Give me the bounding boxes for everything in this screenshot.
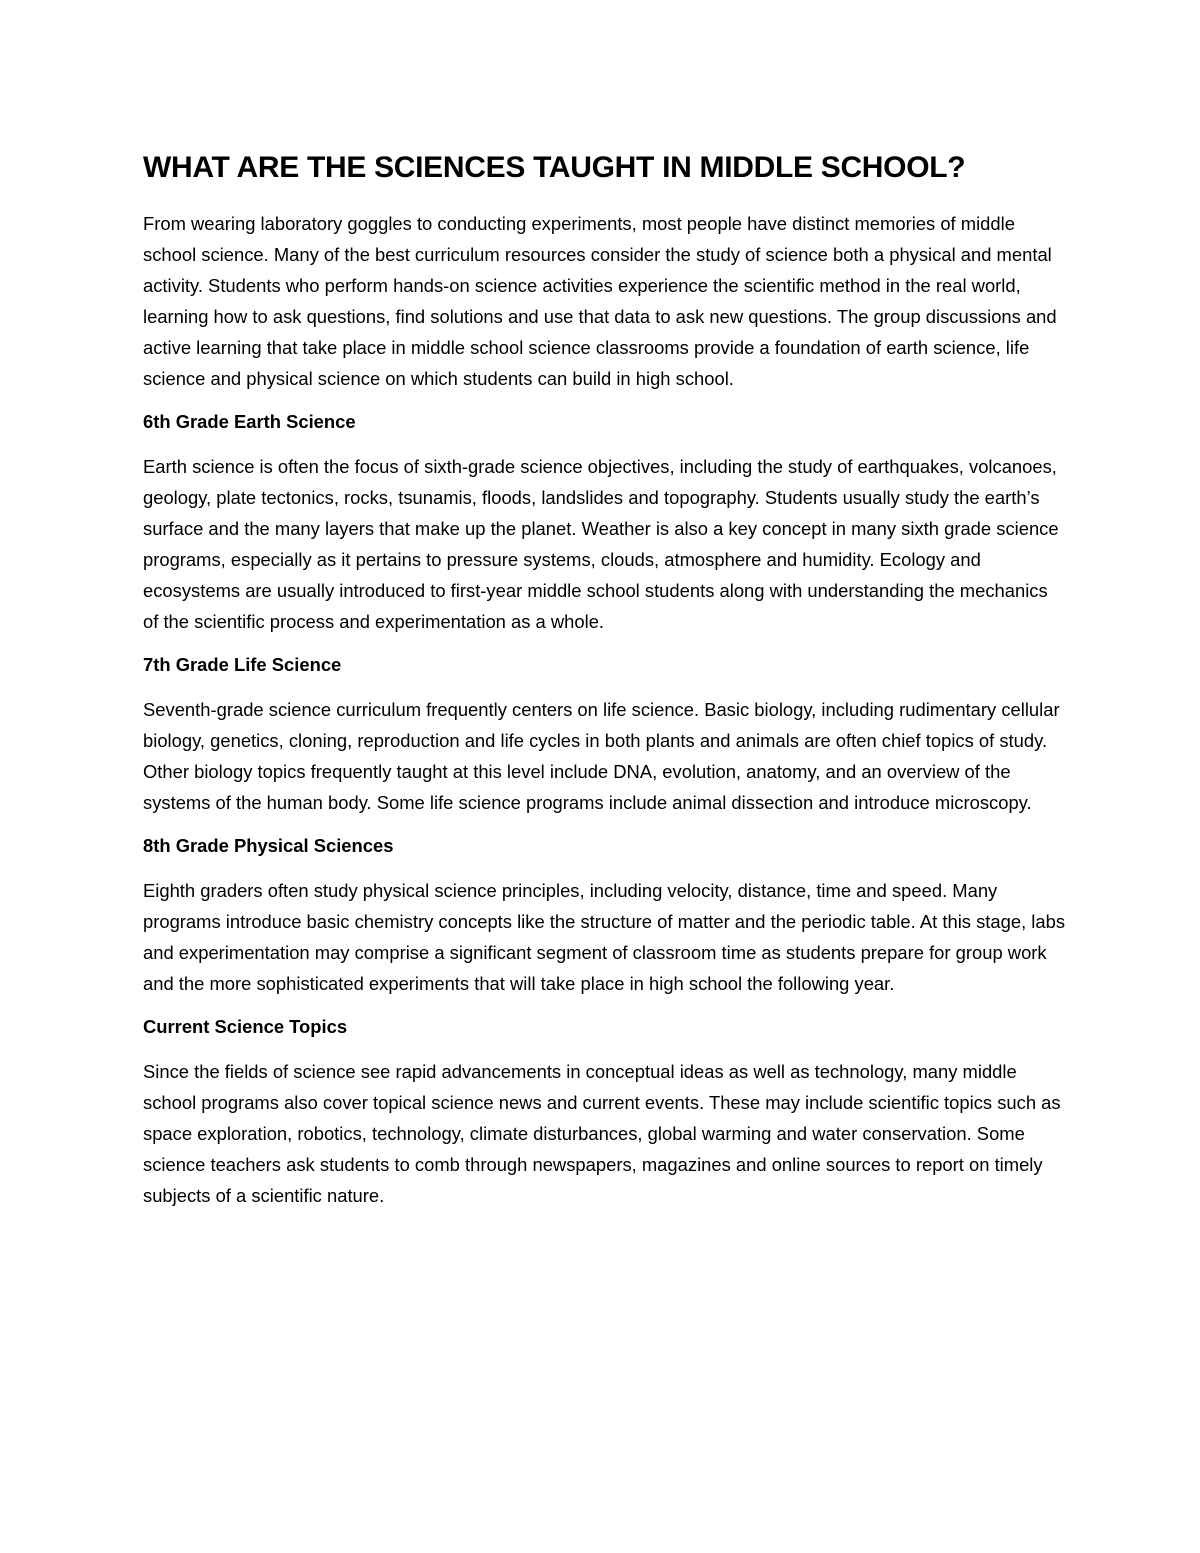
section-body-earth-science: Earth science is often the focus of sixth-grade science objectives, including the study of earthquakes, volcanoes, geology, plate tectonics, rocks, tsunamis, floods, landslides and topography. Students usually study the earth’s surface and the many layers that make up the planet. Weather is also a key concept in many sixth grade science programs, especially as it pertains to pressure systems, clouds, atmosphere and humidity. Ecology and ecosystems are usually introduced to first-year middle school students along with understanding the mechanics of the scientific process and experimentation as a whole. — [143, 456, 1059, 632]
document-title: WHAT ARE THE SCIENCES TAUGHT IN MIDDLE SCHOOL? — [143, 151, 966, 184]
section-body-life-science: Seventh-grade science curriculum frequently centers on life science. Basic biology, including rudimentary cellular biology, genetics, cloning, reproduction and life cycles in both plants and animals are often chief topics of study. Other biology topics frequently taught at this level include DNA, evolution, anatomy, and an overview of the systems of the human body. Some life science programs include animal dissection and introduce microscopy. — [143, 699, 1060, 813]
section-heading-life-science: 7th Grade Life Science — [143, 654, 342, 675]
section-heading-current-topics: Current Science Topics — [143, 1016, 348, 1037]
section-body-current-topics: Since the fields of science see rapid advancements in conceptual ideas as well as technology, many middle school programs also cover topical science news and current events. These may include scientific topics such as space exploration, robotics, technology, climate disturbances, global warming and water conservation. Some science teachers ask students to comb through newspapers, magazines and online sources to report on timely subjects of a scientific nature. — [143, 1061, 1061, 1206]
section-heading-earth-science: 6th Grade Earth Science — [143, 411, 356, 432]
document-page — [143, 148, 1068, 1223]
intro-paragraph: From wearing laboratory goggles to conducting experiments, most people have distinct memories of middle school science. Many of the best curriculum resources consider the study of science both a physical and mental activity. Students who perform hands-on science activities experience the scientific method in the real world, learning how to ask questions, find solutions and use that data to ask new questions. The group discussions and active learning that take place in middle school science classrooms provide a foundation of earth science, life science and physical science on which students can build in high school. — [143, 213, 1057, 389]
section-heading-physical-sciences: 8th Grade Physical Sciences — [143, 835, 394, 856]
section-body-physical-sciences: Eighth graders often study physical science principles, including velocity, distance, time and speed. Many programs introduce basic chemistry concepts like the structure of matter and the periodic table. At this stage, labs and experimentation may comprise a significant segment of classroom time as students prepare for group work and the more sophisticated experiments that will take place in high school the following year. — [143, 880, 1066, 994]
